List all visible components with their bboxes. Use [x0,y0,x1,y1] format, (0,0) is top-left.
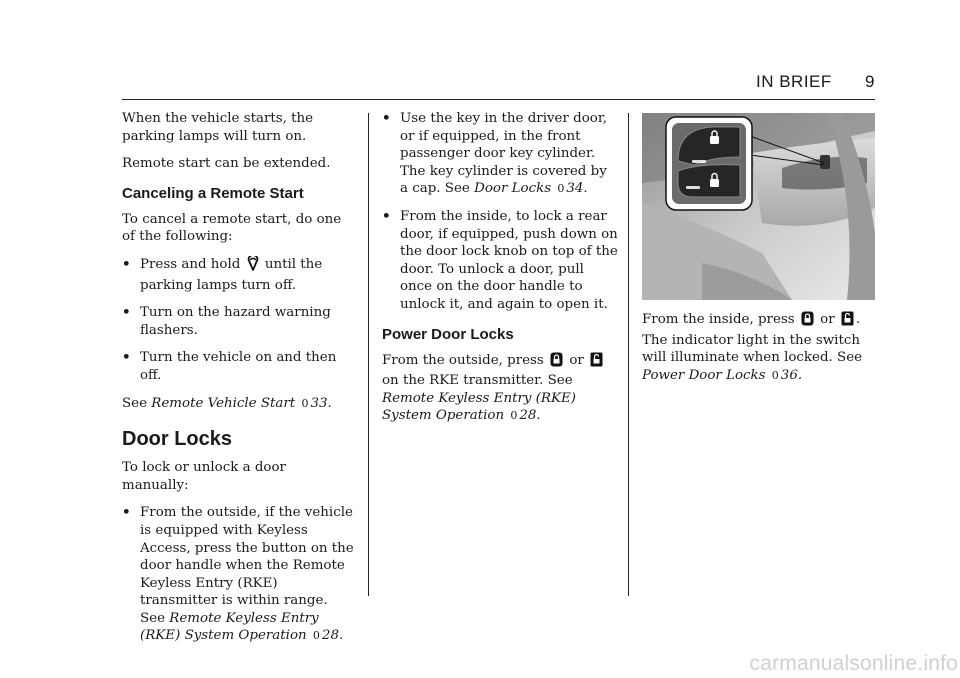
list-item: • From the outside, if the vehicle is equipped with Keyless Access, press the button on the door handle when the Remote Keyless Entry (RKE) transmitter is within range. See Remote Keyless Entry (RKE) System Operation 0 28. [122,504,354,644]
paragraph-cancel-intro: To cancel a remote start, do one of the following: [122,211,342,245]
running-header [0,72,875,94]
link-rke-operation-2[interactable]: Remote Keyless Entry (RKE) System Operation [382,390,576,424]
remote-start-icon [247,256,259,277]
link-door-locks[interactable]: Door Locks [474,181,552,197]
heading-cancel-remote-start: Canceling a Remote Start [122,184,304,202]
paragraph-door-intro: To lock or unlock a door manually: [122,460,286,493]
list-item: • Turn on the hazard warning flashers. [122,304,331,338]
page-number: 9 [865,72,875,91]
list-item: • From the inside, to lock a rear door, if equipped, push down on the door lock knob on top of the door. To unlock a door, pull once on the door handle to unlock it, and again to open it. [382,207,618,312]
column-2 [382,110,618,435]
list-item: • Use the key in the driver door, or if equipped, in the front passenger door key cylinder. The key cylinder is covered by a cap. See Door Locks 0 34. [382,110,608,197]
door-list-continued [382,110,618,314]
paragraph-extend: Remote start can be extended. [122,156,331,172]
heading-power-door-locks: Power Door Locks [382,325,514,343]
lock-icon [550,352,563,373]
lock-icon [801,311,814,332]
unlock-icon [590,352,603,373]
column-1 [122,110,354,655]
column-divider-2 [628,113,629,596]
list-item: • Press and hold until the parking lamps turn off. [122,255,323,293]
section-title: IN BRIEF [756,72,832,91]
heading-door-locks: Door Locks [122,428,233,451]
door-lock-switch-photo [642,113,875,300]
link-rke-operation[interactable]: Remote Keyless Entry (RKE) System Operation [140,610,319,644]
column-3 [642,311,876,394]
paragraph-power-outside: From the outside, press or on the RKE transmitter. See Remote Keyless Entry (RKE) System Operation 0 28. [382,352,618,425]
paragraph-power-inside: From the inside, press or . The indicator light in the switch will illuminate when locked. See Power Door Locks 0 36. [642,312,863,383]
bullet: • [122,255,131,272]
link-power-door-locks[interactable]: Power Door Locks [642,367,766,383]
list-item: • Turn the vehicle on and then off. [122,349,337,383]
door-list [122,504,354,645]
cancel-list [122,256,354,385]
link-remote-vehicle-start[interactable]: Remote Vehicle Start [151,395,296,411]
column-divider-1 [368,113,369,596]
page-reference-arrow: 0 [301,396,309,410]
header-rule [122,99,875,100]
see-reference: See Remote Vehicle Start 0 33. [122,395,332,411]
unlock-icon [841,311,854,332]
paragraph-parking-lamps: When the vehicle starts, the parking lamps will turn on. [122,111,314,144]
watermark: carmanualsonline.info [749,652,958,675]
